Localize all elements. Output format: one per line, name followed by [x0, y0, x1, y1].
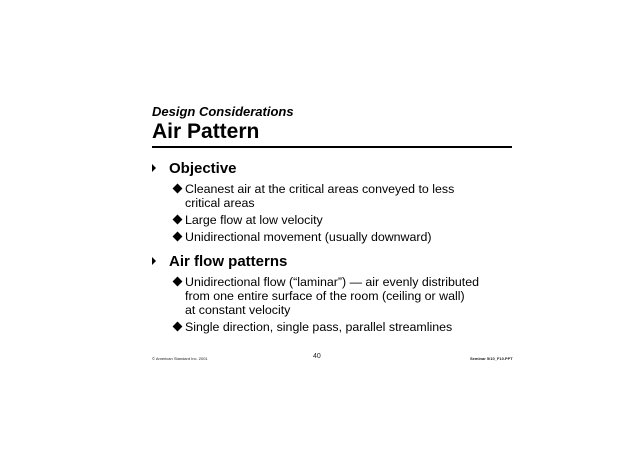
triangle-bullet-icon	[152, 257, 156, 265]
diamond-bullet-icon	[173, 184, 183, 194]
section-objective	[152, 160, 512, 247]
list-item-text: Single direction, single pass, parallel streamlines	[185, 320, 453, 334]
footer-copyright: © American Standard Inc. 2001	[152, 356, 208, 361]
section-heading: Objective	[169, 160, 237, 177]
slide-title: Air Pattern	[152, 120, 260, 143]
section-heading: Air flow patterns	[169, 253, 288, 270]
list-item	[152, 230, 512, 244]
footer-doc-id: Seminar 5/10_F10.PPT	[470, 356, 513, 361]
diamond-bullet-icon	[173, 277, 183, 287]
list-item-text: Unidirectional movement (usually downward)	[185, 230, 432, 244]
section-air-flow-patterns	[152, 253, 512, 337]
list-item-text: Unidirectional flow (“laminar”) — air evenly distributed from one entire surface of the room (ceiling or wall) at constant velocity	[185, 275, 480, 317]
diamond-bullet-icon	[173, 215, 183, 225]
list-item	[152, 320, 512, 334]
slide-subtitle: Design Considerations	[152, 104, 294, 119]
list-item	[152, 213, 512, 227]
list-item-text: Large flow at low velocity	[185, 213, 323, 227]
list-item-text: Cleanest air at the critical areas conveyed to less critical areas	[185, 182, 455, 210]
list-item	[152, 275, 512, 317]
diamond-bullet-icon	[173, 322, 183, 332]
footer-page-number: 40	[313, 353, 321, 360]
title-rule	[152, 146, 512, 148]
diamond-bullet-icon	[173, 232, 183, 242]
triangle-bullet-icon	[152, 164, 156, 172]
list-item	[152, 182, 512, 210]
